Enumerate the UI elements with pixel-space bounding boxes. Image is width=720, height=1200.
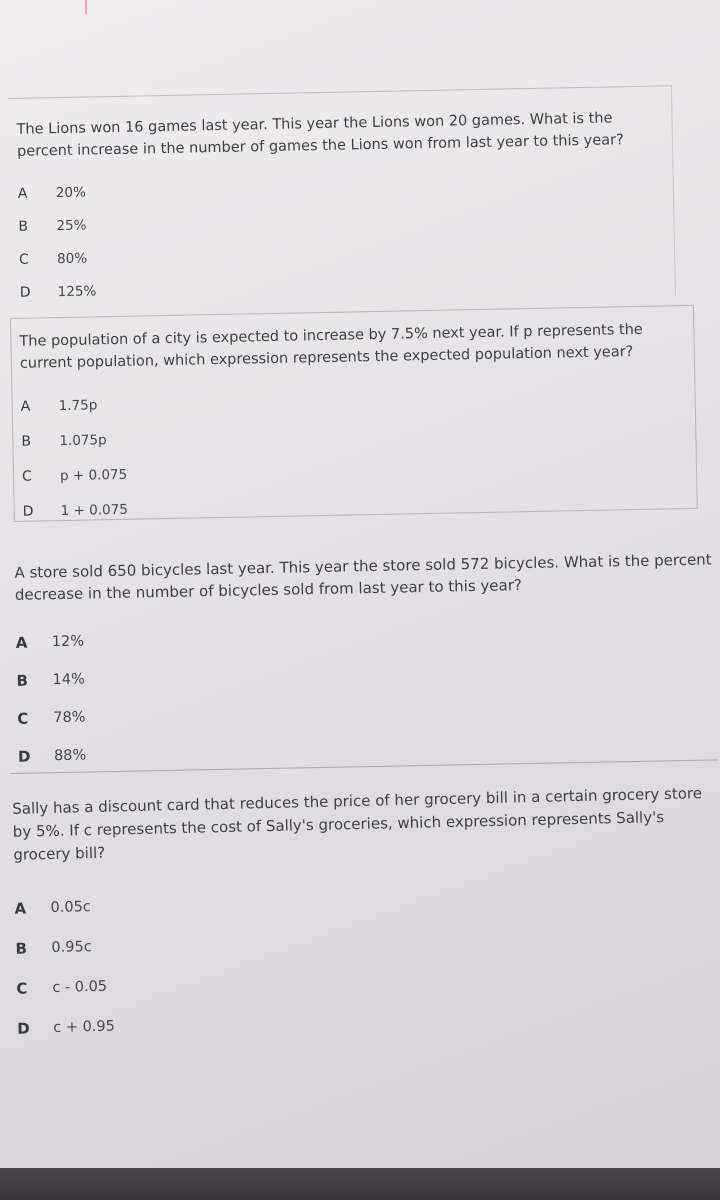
choice-letter: C xyxy=(16,979,28,998)
answer-choices xyxy=(10,164,675,309)
choice-letter: B xyxy=(21,433,32,450)
choice-text: 14% xyxy=(52,671,85,689)
choice-text: p + 0.075 xyxy=(59,466,128,484)
choice-text: 1.75p xyxy=(58,396,98,414)
choice-letter: D xyxy=(17,747,31,766)
question-stem: The population of a city is expected to increase by 7.5% next year. If p represents the current population, which expression represents the expected population next year? xyxy=(19,321,643,372)
choice-letter: C xyxy=(18,251,30,268)
question-stem: Sally has a discount card that reduces the price of her grocery bill in a certain grocery store by 5%. If c represents the cost of Sally's groceries, which expression represents Sally's grocery bill? xyxy=(12,784,703,864)
choice-letter: D xyxy=(19,284,31,301)
choice-letter: C xyxy=(21,468,32,485)
choice-letter: A xyxy=(14,899,27,918)
question-3 xyxy=(6,534,718,774)
choice-text: 0.95c xyxy=(51,939,92,956)
choice-text: 125% xyxy=(57,282,97,300)
choice-letter: C xyxy=(17,709,29,728)
choice-letter: A xyxy=(17,185,28,202)
question-4 xyxy=(4,780,720,1056)
choice-letter: B xyxy=(16,671,29,690)
choice-letter: D xyxy=(22,503,34,520)
answer-choices xyxy=(7,610,718,776)
answer-choices xyxy=(6,873,720,1049)
choice-letter: B xyxy=(15,939,28,958)
choice-text: 88% xyxy=(53,747,87,765)
question-stem: A store sold 650 bicycles last year. This year the store sold 572 bicycles. What is the percent decrease in the number of bicycles sold from last year to this year? xyxy=(14,550,712,604)
choice-letter: A xyxy=(20,398,31,415)
choice-text: c - 0.05 xyxy=(52,978,108,996)
choice-text: 0.05c xyxy=(50,899,91,916)
choice-letter: A xyxy=(15,633,28,652)
choice-text: 80% xyxy=(56,250,88,267)
choice-letter: D xyxy=(17,1019,30,1038)
page-edge-mark xyxy=(85,0,87,14)
table-surface xyxy=(0,1168,720,1200)
choice-text: 25% xyxy=(56,217,87,234)
question-2 xyxy=(10,305,698,522)
choice-letter: B xyxy=(18,218,29,235)
choice-text: 1 + 0.075 xyxy=(60,501,128,519)
question-stem: The Lions won 16 games last year. This year the Lions won 20 games. What is the percent increase in the number of games the Lions won from last year to this year? xyxy=(16,110,624,160)
answer-choices xyxy=(12,376,697,529)
choice-text: c + 0.95 xyxy=(53,1018,116,1036)
choice-text: 20% xyxy=(55,184,86,201)
question-1 xyxy=(8,85,676,308)
choice-text: 1.075p xyxy=(59,431,107,449)
choice-text: 12% xyxy=(51,633,85,651)
choice-text: 78% xyxy=(53,709,86,727)
